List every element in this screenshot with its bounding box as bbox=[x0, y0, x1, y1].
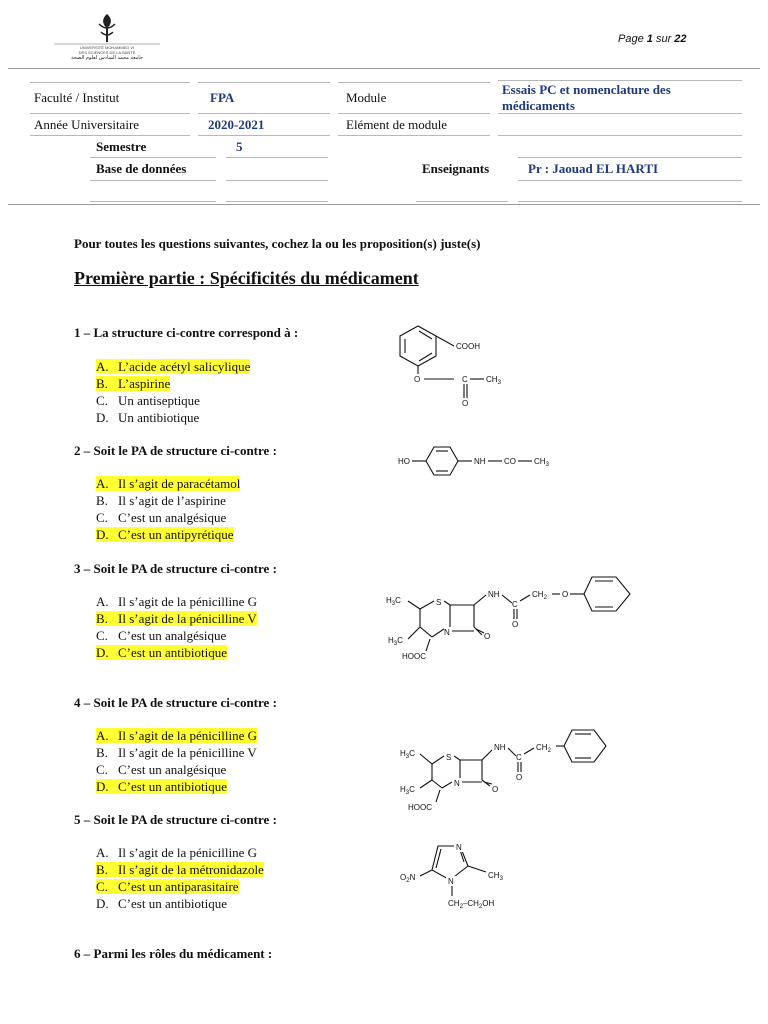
option-text: C’est un antiparasitaire bbox=[118, 879, 239, 894]
cell-rule bbox=[498, 113, 742, 114]
cell-rule bbox=[198, 113, 330, 114]
peng-c: C bbox=[516, 753, 522, 762]
option[interactable] bbox=[96, 509, 240, 526]
option-hl bbox=[96, 879, 239, 894]
option-letter: C. bbox=[96, 628, 108, 643]
cell-rule bbox=[498, 80, 742, 81]
option-hl bbox=[96, 510, 226, 525]
option-hl bbox=[96, 359, 250, 374]
option-hl bbox=[96, 762, 226, 777]
option[interactable] bbox=[96, 610, 257, 627]
option-hl bbox=[96, 845, 257, 860]
page-sep: sur bbox=[655, 33, 672, 45]
cell-rule bbox=[90, 201, 216, 202]
question-2-prompt: 2 – Soit le PA de structure ci-contre : bbox=[74, 443, 277, 458]
option-hl bbox=[96, 376, 170, 391]
question-5-prompt: 5 – Soit le PA de structure ci-contre : bbox=[74, 812, 277, 827]
university-logo bbox=[44, 12, 170, 60]
aspirin-structure bbox=[392, 318, 522, 410]
option-hl bbox=[96, 393, 200, 408]
option-letter: D. bbox=[96, 527, 109, 542]
cell-rule bbox=[518, 180, 742, 181]
option[interactable] bbox=[96, 475, 240, 492]
option-letter: C. bbox=[96, 762, 108, 777]
section-title: Première partie : Spécificités du médicament bbox=[74, 268, 419, 288]
question-3-options bbox=[96, 593, 257, 661]
header-bottom-rule bbox=[8, 204, 760, 205]
option-hl bbox=[96, 628, 226, 643]
option-letter: A. bbox=[96, 845, 109, 860]
teachers-value: Pr : Jaouad EL HARTI bbox=[528, 161, 659, 176]
penv-n: N bbox=[444, 628, 450, 637]
question-5-options bbox=[96, 844, 264, 912]
penv-hooc: HOOC bbox=[402, 652, 426, 661]
question-2-options bbox=[96, 475, 240, 543]
module-value-line-1: Essais PC et nomenclature des bbox=[502, 82, 671, 97]
element-label: Elément de module bbox=[346, 117, 448, 132]
cell-rule bbox=[226, 201, 328, 202]
option-text: C’est un antibiotique bbox=[118, 645, 228, 660]
peng-ch2: $CH_2$ bbox=[536, 743, 551, 754]
metro-n-ring2: N bbox=[448, 877, 454, 886]
option-hl bbox=[96, 594, 257, 609]
page-prefix: Page bbox=[618, 33, 644, 45]
logo-line-3: جامعة محمد السادس لعلوم الصحة bbox=[71, 55, 143, 60]
option-letter: D. bbox=[96, 896, 109, 911]
question-4-options bbox=[96, 727, 257, 795]
penv-o-link: O bbox=[562, 590, 569, 599]
option-hl bbox=[96, 862, 264, 877]
option-hl bbox=[96, 410, 199, 425]
page-total: 22 bbox=[674, 33, 687, 45]
option[interactable] bbox=[96, 744, 257, 761]
option[interactable] bbox=[96, 878, 264, 895]
option-text: C’est un antipyrétique bbox=[118, 527, 234, 542]
cell-rule bbox=[338, 82, 490, 83]
cell-rule bbox=[198, 82, 330, 83]
option-text: Un antiseptique bbox=[118, 393, 200, 408]
question-1-options bbox=[96, 358, 250, 426]
year-value: 2020-2021 bbox=[208, 117, 265, 132]
peng-o-lactam: O bbox=[492, 785, 499, 794]
option[interactable] bbox=[96, 895, 264, 912]
paracetamol-co: CO bbox=[504, 457, 516, 466]
option-letter: A. bbox=[96, 728, 109, 743]
cell-rule bbox=[518, 201, 742, 202]
option-letter: D. bbox=[96, 645, 109, 660]
option-text: Il s’agit de la métronidazole bbox=[118, 862, 264, 877]
faculty-label: Faculté / Institut bbox=[34, 90, 120, 105]
penv-nh: NH bbox=[488, 590, 500, 599]
module-label: Module bbox=[346, 90, 387, 105]
option-letter: A. bbox=[96, 359, 109, 374]
option-letter: C. bbox=[96, 510, 108, 525]
penv-o-lactam: O bbox=[484, 632, 491, 641]
option-text: Il s’agit de l’aspirine bbox=[118, 493, 226, 508]
option-letter: A. bbox=[96, 594, 109, 609]
option-hl bbox=[96, 527, 234, 542]
option-letter: B. bbox=[96, 611, 108, 626]
option-hl bbox=[96, 476, 240, 491]
cell-rule bbox=[198, 135, 330, 136]
option-text: C’est un analgésique bbox=[118, 628, 227, 643]
option-text: C’est un antibiotique bbox=[118, 779, 228, 794]
option[interactable] bbox=[96, 778, 257, 795]
cell-rule bbox=[518, 157, 742, 158]
page-current: 1 bbox=[646, 33, 653, 45]
metro-ch3: $CH_3$ bbox=[488, 871, 503, 882]
penv-s: S bbox=[436, 598, 442, 607]
option[interactable] bbox=[96, 861, 264, 878]
option-hl bbox=[96, 745, 257, 760]
header-top-rule bbox=[8, 68, 760, 69]
option-text: Il s’agit de paracétamol bbox=[118, 476, 241, 491]
semester-label: Semestre bbox=[96, 139, 147, 154]
semester-value: 5 bbox=[236, 139, 243, 154]
option-letter: B. bbox=[96, 493, 108, 508]
cell-rule bbox=[30, 82, 190, 83]
metronidazole-structure bbox=[398, 832, 528, 912]
option-hl bbox=[96, 645, 227, 660]
metro-o2n: $O_2N$ bbox=[400, 873, 416, 884]
option[interactable] bbox=[96, 727, 257, 744]
option-text: Il s’agit de la pénicilline V bbox=[118, 611, 257, 626]
teachers-label: Enseignants bbox=[422, 161, 490, 176]
option-letter: B. bbox=[96, 862, 108, 877]
option-text: Il s’agit de la pénicilline V bbox=[118, 745, 257, 760]
option-letter: B. bbox=[96, 745, 108, 760]
option-text: C’est un analgésique bbox=[118, 762, 227, 777]
database-label: Base de données bbox=[96, 161, 187, 176]
paracetamol-nh: NH bbox=[474, 457, 486, 466]
penicillin-g-structure bbox=[398, 722, 612, 814]
option-hl bbox=[96, 611, 257, 626]
module-value-line-2: médicaments bbox=[502, 98, 575, 113]
metro-n-ring1: N bbox=[456, 843, 462, 852]
option[interactable] bbox=[96, 392, 250, 409]
paracetamol-ch3: $CH_3$ bbox=[534, 457, 549, 468]
question-3-prompt: 3 – Soit le PA de structure ci-contre : bbox=[74, 561, 277, 576]
option[interactable] bbox=[96, 375, 250, 392]
option-hl bbox=[96, 728, 257, 743]
aspirin-o2: O bbox=[462, 399, 469, 408]
faculty-value: FPA bbox=[210, 90, 235, 105]
peng-h3c-bottom: $H_3C$ bbox=[400, 785, 415, 796]
penv-h3c-bottom: $H_3C$ bbox=[388, 636, 403, 647]
option-letter: B. bbox=[96, 376, 108, 391]
cell-rule bbox=[226, 157, 328, 158]
peng-h3c-top: $H_3C$ bbox=[400, 749, 415, 760]
option[interactable] bbox=[96, 627, 257, 644]
logo-line-2: DES SCIENCES DE LA SANTÉ bbox=[78, 50, 136, 55]
option[interactable] bbox=[96, 409, 250, 426]
option-text: Il s’agit de la pénicilline G bbox=[118, 728, 257, 743]
option-text: Il s’agit de la pénicilline G bbox=[118, 594, 257, 609]
question-1-prompt: 1 – La structure ci-contre correspond à : bbox=[74, 325, 299, 340]
instructions: Pour toutes les questions suivantes, cochez la ou les proposition(s) juste(s) bbox=[74, 236, 481, 251]
metro-chain: $CH_2-CH_2OH$ bbox=[448, 899, 495, 910]
peng-s: S bbox=[446, 753, 452, 762]
option-letter: D. bbox=[96, 410, 109, 425]
aspirin-cooh: COOH bbox=[456, 342, 480, 351]
option-text: Il s’agit de la pénicilline G bbox=[118, 845, 257, 860]
peng-hooc: HOOC bbox=[408, 803, 432, 812]
cell-rule bbox=[90, 157, 216, 158]
penicillin-v-structure bbox=[384, 565, 640, 665]
paracetamol-structure bbox=[396, 442, 576, 478]
option-text: C’est un analgésique bbox=[118, 510, 227, 525]
cell-rule bbox=[30, 135, 190, 136]
aspirin-o: O bbox=[414, 375, 421, 384]
option[interactable] bbox=[96, 593, 257, 610]
year-label: Année Universitaire bbox=[34, 117, 140, 132]
peng-nh: NH bbox=[494, 743, 506, 752]
penv-o-amide: O bbox=[512, 620, 519, 629]
option-text: L’acide acétyl salicylique bbox=[118, 359, 251, 374]
option[interactable] bbox=[96, 761, 257, 778]
option-letter: C. bbox=[96, 393, 108, 408]
cell-rule bbox=[416, 201, 508, 202]
option[interactable] bbox=[96, 644, 257, 661]
cell-rule bbox=[338, 135, 490, 136]
option-hl bbox=[96, 493, 226, 508]
paracetamol-ho: HO bbox=[398, 457, 410, 466]
cell-rule bbox=[498, 135, 742, 136]
aspirin-ch3: $CH_3$ bbox=[486, 375, 501, 386]
option-text: L’aspirine bbox=[118, 376, 171, 391]
page-number bbox=[618, 33, 687, 45]
option[interactable] bbox=[96, 844, 264, 861]
question-4-prompt: 4 – Soit le PA de structure ci-contre : bbox=[74, 695, 277, 710]
peng-o-amide: O bbox=[516, 773, 523, 782]
cell-rule bbox=[90, 180, 216, 181]
aspirin-c: C bbox=[462, 375, 468, 384]
penv-c: C bbox=[512, 600, 518, 609]
penv-ch2: $CH_2$ bbox=[532, 590, 547, 601]
option[interactable] bbox=[96, 492, 240, 509]
option-letter: C. bbox=[96, 879, 108, 894]
option-text: C’est un antibiotique bbox=[118, 896, 228, 911]
option-hl bbox=[96, 896, 227, 911]
option-letter: D. bbox=[96, 779, 109, 794]
option-hl bbox=[96, 779, 227, 794]
option[interactable] bbox=[96, 358, 250, 375]
cell-rule bbox=[226, 180, 328, 181]
cell-rule bbox=[30, 113, 190, 114]
option-letter: A. bbox=[96, 476, 109, 491]
penv-h3c-top: $H_3C$ bbox=[386, 596, 401, 607]
option-text: Un antibiotique bbox=[118, 410, 200, 425]
option[interactable] bbox=[96, 526, 240, 543]
question-6-prompt: 6 – Parmi les rôles du médicament : bbox=[74, 946, 273, 961]
cell-rule bbox=[338, 113, 490, 114]
peng-n: N bbox=[454, 779, 460, 788]
logo-line-1: UNIVERSITÉ MOHAMMED VI bbox=[79, 45, 135, 50]
